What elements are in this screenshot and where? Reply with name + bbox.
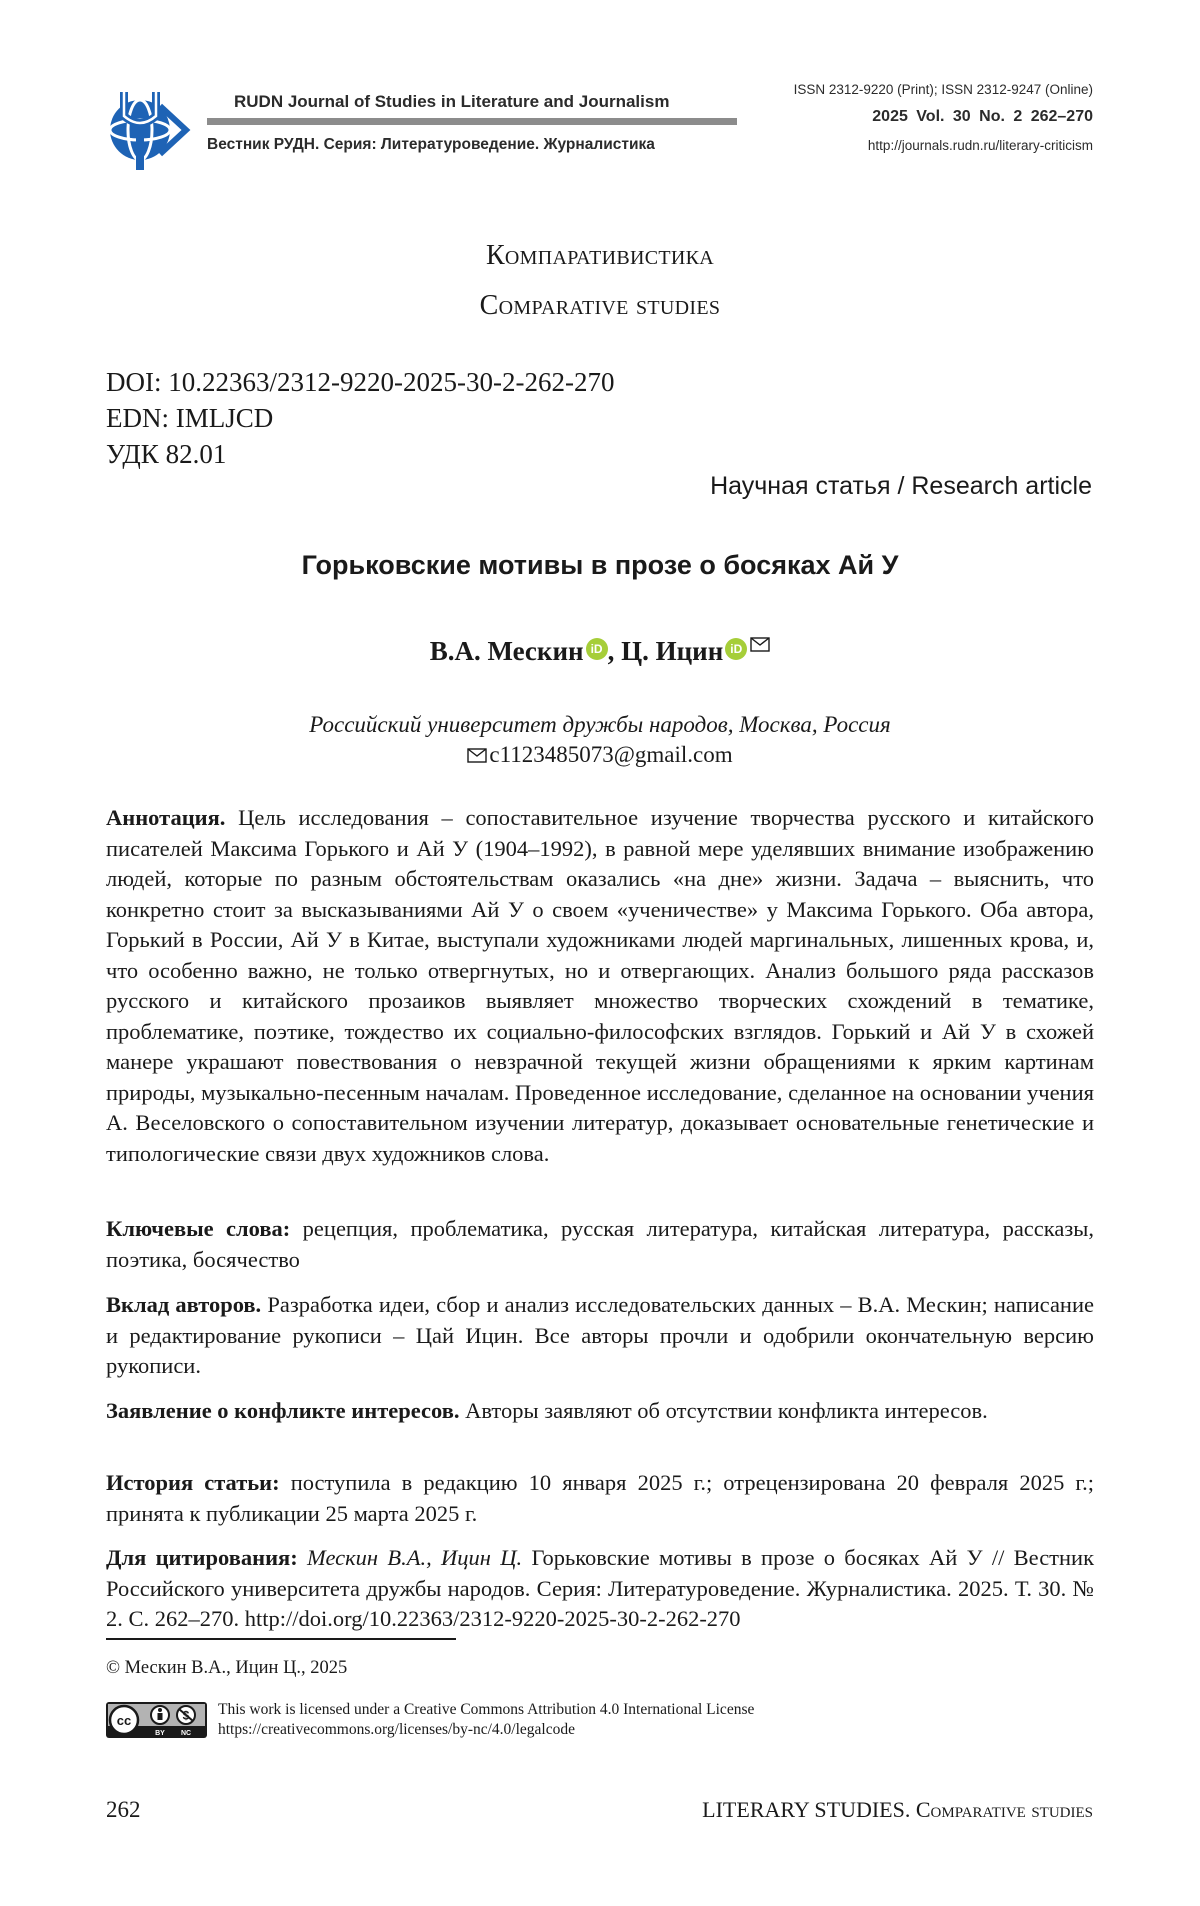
- edn: EDN: IMLJCD: [106, 400, 614, 436]
- author-2: Ц. Ицин: [621, 636, 723, 666]
- copyright: © Мескин В.А., Ицин Ц., 2025: [106, 1658, 347, 1679]
- citation-authors: Мескин В.А., Ицин Ц.: [307, 1545, 522, 1570]
- contribution-label: Вклад авторов.: [106, 1292, 261, 1317]
- orcid-icon[interactable]: iD: [586, 638, 608, 660]
- conflict-of-interest: [106, 1396, 1094, 1427]
- author-separator: ,: [608, 636, 622, 666]
- citation-text: Горьковские мотивы в прозе о босяках Ай У // Вестник Российского университета дружбы народов. Серия: Литературоведение. Журналистика. 2025. Т. 30. № 2. С. 262–270. http://doi.org/10.22363/2312-9220-2025-30-2-262-270: [106, 1545, 1094, 1631]
- article-type: Научная статья / Research article: [710, 472, 1092, 501]
- issue-info: 2025 Vol. 30 No. 2 262–270: [872, 108, 1093, 126]
- email[interactable]: c1123485073@gmail.com: [489, 742, 732, 767]
- header-rule: [207, 118, 737, 125]
- envelope-icon: [750, 637, 770, 652]
- doi[interactable]: DOI: 10.22363/2312-9220-2025-30-2-262-270: [106, 364, 614, 400]
- cc-by-nc-license-icon[interactable]: [106, 1702, 207, 1738]
- abstract: [106, 803, 1094, 1169]
- journal-title-en: RUDN Journal of Studies in Literature and Journalism: [234, 92, 669, 112]
- license-notice: [218, 1700, 754, 1740]
- contribution-text: Разработка идеи, сбор и анализ исследовательских данных – В.А. Мескин; написание и редактирование рукописи – Цай Ицин. Все авторы прочли и одобрили окончательную версию рукописи.: [106, 1292, 1094, 1378]
- history-label: История статьи:: [106, 1470, 280, 1495]
- identifiers: [106, 364, 614, 472]
- email-line: [0, 742, 1200, 768]
- article-title: Горьковские мотивы в прозе о босяках Ай У: [0, 550, 1200, 581]
- running-head: [702, 1797, 1093, 1823]
- citation: [106, 1543, 1094, 1635]
- license-url[interactable]: https://creativecommons.org/licenses/by-nc/4.0/legalcode: [218, 1720, 754, 1740]
- abstract-label: Аннотация.: [106, 805, 225, 830]
- section-title-en: Comparative studies: [0, 290, 1200, 322]
- page-number: 262: [106, 1797, 141, 1823]
- affiliation: Российский университет дружбы народов, Москва, Россия: [0, 712, 1200, 738]
- citation-label: Для цитирования:: [106, 1545, 298, 1570]
- cc-nc-label: NC: [181, 1730, 191, 1737]
- keywords: [106, 1214, 1094, 1275]
- article-history: [106, 1468, 1094, 1529]
- footnote-rule: [106, 1638, 456, 1640]
- journal-url[interactable]: http://journals.rudn.ru/literary-criticism: [868, 138, 1093, 153]
- authors: [0, 636, 1200, 667]
- conflict-label: Заявление о конфликте интересов.: [106, 1398, 459, 1423]
- udk: УДК 82.01: [106, 436, 614, 472]
- author-contribution: [106, 1290, 1094, 1382]
- issn: ISSN 2312-9220 (Print); ISSN 2312-9247 (Online): [794, 82, 1093, 97]
- running-head-sub: Comparative studies: [916, 1797, 1093, 1822]
- rudn-globe-logo-icon: [100, 86, 192, 172]
- keywords-text: рецепция, проблематика, русская литература, китайская литература, рассказы, поэтика, босячество: [106, 1216, 1094, 1272]
- running-head-main: LITERARY STUDIES.: [702, 1797, 910, 1822]
- svg-text:cc: cc: [117, 1713, 131, 1728]
- keywords-label: Ключевые слова:: [106, 1216, 290, 1241]
- section-title-ru: Компаративистика: [0, 240, 1200, 272]
- history-text: поступила в редакцию 10 января 2025 г.; отрецензирована 20 февраля 2025 г.; принята к публикации 25 марта 2025 г.: [106, 1470, 1094, 1526]
- journal-title-ru: Вестник РУДН. Серия: Литературоведение. Журналистика: [207, 136, 655, 154]
- license-text: This work is licensed under a Creative Commons Attribution 4.0 International License: [218, 1700, 754, 1720]
- author-1: В.А. Мескин: [430, 636, 584, 666]
- orcid-icon[interactable]: iD: [725, 638, 747, 660]
- abstract-text: Цель исследования – сопоставительное изучение творчества русского и китайского писателей Максима Горького и Ай У (1904–1992), в равной мере уделявших внимание изображению людей, которые по разным обстоятельствам оказались «на дне» жизни. Задача – выяснить, что конкретно стоит за высказываниями Ай У о своем «ученичестве» у Максима Горького. Оба автора, Горький в России, Ай У в Китае, выступали художниками людей маргинальных, лишенных крова, и, что особенно важно, не только отвергнутых, но и отвергающих. Анализ большого ряда рассказов русского и китайского прозаиков выявляет множество творческих схождений в тематике, проблематике, поэтике, тождество их социально-философских взглядов. Горький и Ай У в схожей манере украшают повествования о невзрачной текущей жизни обращениями к ярким картинам природы, музыкально-песенным началам. Проведенное исследование, сделанное на основании учения А. Веселовского о сопоставительном изучении литератур, доказывает основательные генетические и типологические связи двух художников слова.: [106, 805, 1094, 1166]
- cc-by-label: BY: [155, 1730, 165, 1737]
- envelope-icon: [467, 748, 487, 763]
- conflict-text: Авторы заявляют об отсутствии конфликта интересов.: [465, 1398, 988, 1423]
